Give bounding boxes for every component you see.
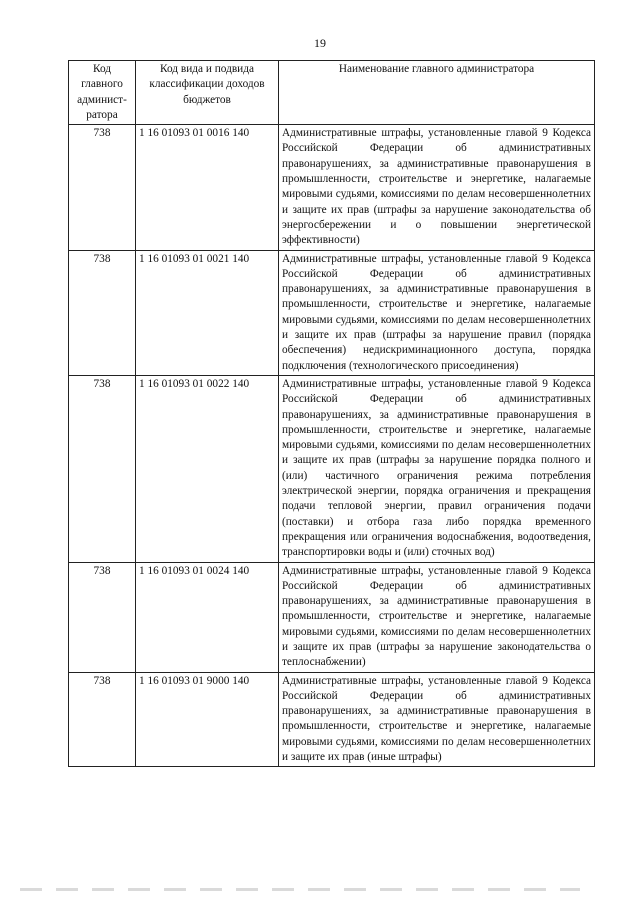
admin-code-cell: 738	[69, 672, 136, 767]
income-code-cell: 1 16 01093 01 0016 140	[136, 125, 279, 250]
admin-code-cell: 738	[69, 250, 136, 375]
admin-code-cell: 738	[69, 562, 136, 672]
income-code-cell: 1 16 01093 01 0022 140	[136, 375, 279, 562]
scan-artifact-line	[20, 888, 580, 891]
header-admin-code: Код главного админист-ратора	[69, 61, 136, 125]
admin-name-cell: Административные штрафы, установленные главой 9 Кодекса Российской Федерации об административных правонарушениях, за административные правонарушения в промышленности, строительстве и энергетике, налагаемые мировыми судьями, комиссиями по делам несовершеннолетних и защите их прав (штрафы за нарушение законодательства об энергосбережении и о повышении энергетической эффективности)	[279, 125, 595, 250]
income-codes-table	[68, 60, 595, 767]
income-code-cell: 1 16 01093 01 9000 140	[136, 672, 279, 767]
admin-name-cell: Административные штрафы, установленные главой 9 Кодекса Российской Федерации об административных правонарушениях, за административные правонарушения в промышленности, строительстве и энергетике, налагаемые мировыми судьями, комиссиями по делам несовершеннолетних и защите их прав (иные штрафы)	[279, 672, 595, 767]
income-code-cell: 1 16 01093 01 0024 140	[136, 562, 279, 672]
income-code-cell: 1 16 01093 01 0021 140	[136, 250, 279, 375]
table-row	[69, 250, 595, 375]
table-row	[69, 375, 595, 562]
admin-name-cell: Административные штрафы, установленные главой 9 Кодекса Российской Федерации об административных правонарушениях, за административные правонарушения в промышленности, строительстве и энергетике, налагаемые мировыми судьями, комиссиями по делам несовершеннолетних и защите их прав (штрафы за нарушение правил (порядка обеспечения) недискриминационного доступа, порядка подключения (технологического присоединения)	[279, 250, 595, 375]
header-admin-name: Наименование главного администратора	[279, 61, 595, 125]
admin-code-cell: 738	[69, 125, 136, 250]
table-row	[69, 125, 595, 250]
admin-name-cell: Административные штрафы, установленные главой 9 Кодекса Российской Федерации об административных правонарушениях, за административные правонарушения в промышленности, строительстве и энергетике, налагаемые мировыми судьями, комиссиями по делам несовершеннолетних и защите их прав (штрафы за нарушение порядка полного и (или) частичного ограничения режима потребления электрической энергии, порядка ограничения и прекращения подачи тепловой энергии, правил ограничения подачи (поставки) и отбора газа либо порядка временного прекращения или ограничения водоснабжения, водоотведения, транспортировки воды и (или) сточных вод)	[279, 375, 595, 562]
table-row	[69, 672, 595, 767]
admin-name-cell: Административные штрафы, установленные главой 9 Кодекса Российской Федерации об административных правонарушениях, за административные правонарушения в промышленности, строительстве и энергетике, налагаемые мировыми судьями, комиссиями по делам несовершеннолетних и защите их прав (штрафы за нарушение законодательства о теплоснабжении)	[279, 562, 595, 672]
table-header-row	[69, 61, 595, 125]
page-number: 19	[314, 36, 326, 50]
admin-code-cell: 738	[69, 375, 136, 562]
table-row	[69, 562, 595, 672]
header-income-code: Код вида и подвида классификации доходов бюджетов	[136, 61, 279, 125]
